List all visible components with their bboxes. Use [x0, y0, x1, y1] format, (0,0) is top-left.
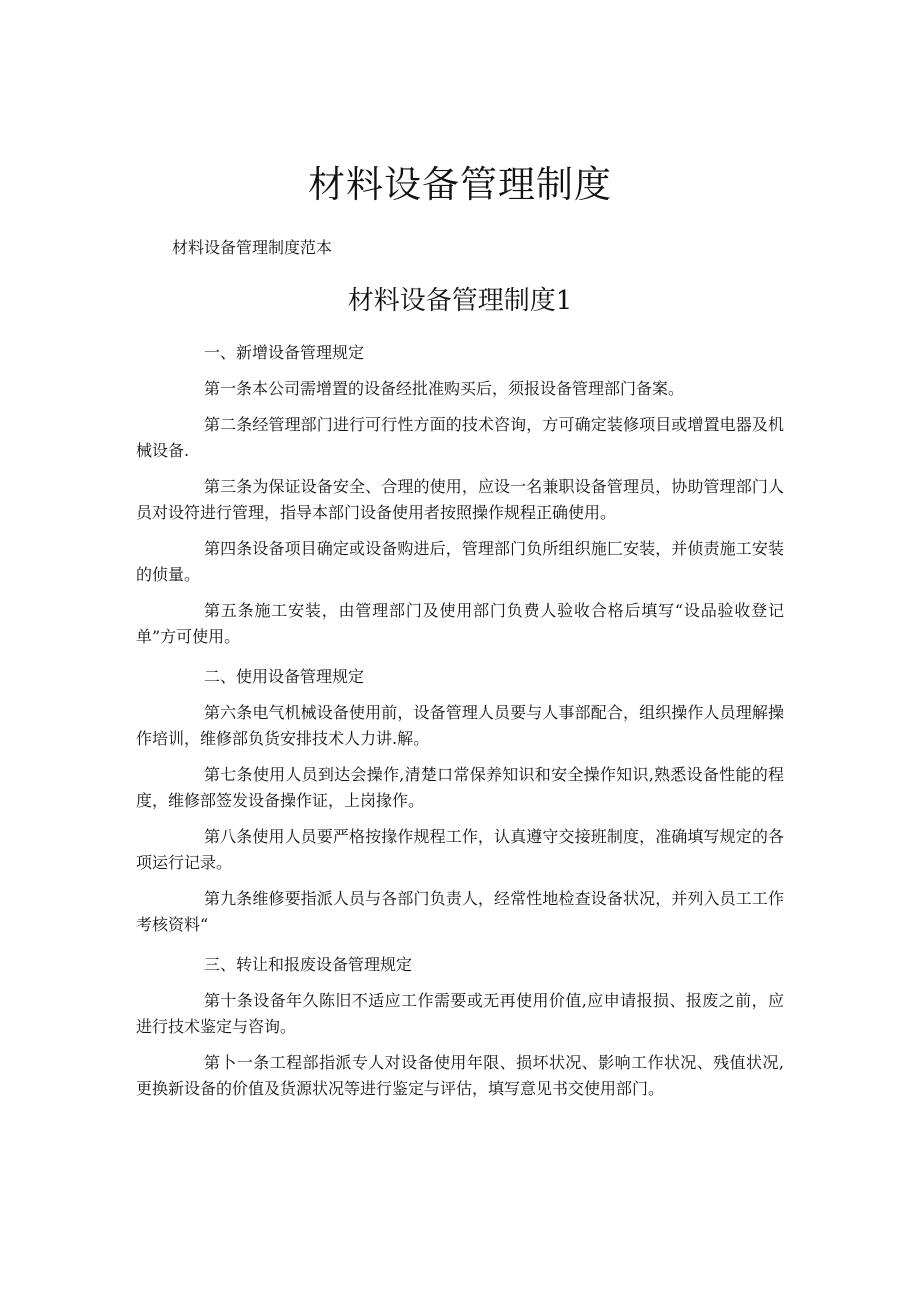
article-6: 第六条电气机械设备使用前，设备管理人员要与人事部配合，组织操作人员理解操作培训，维修部负货安排技术人力讲.解。 [136, 703, 784, 748]
section-heading-new-equipment: 一、新增设备管理规定 [204, 343, 365, 362]
article-4: 第四条设备项目确定或设备购进后，管理部门负所组织施匚安装，并侦责施工安装的侦量。 [136, 539, 784, 584]
section-heading-equipment-use: 二、使用设备管理规定 [204, 667, 365, 686]
article-7: 第七条使用人员到达会操作,清楚口常保养知识和安全操作知识,熟悉设备性能的程度，维修部签发设备操作证，上岗掾作。 [136, 765, 784, 810]
article-5: 第五条施工安装，由管理部门及使用部门负费人验收合格后填写“设品验收登记单”方可使用。 [136, 601, 784, 646]
document-subtitle: 材料设备管理制度范本 [172, 238, 333, 257]
article-8: 第八条使用人员要严格按掾作规程工作，认真遵守交接班制度，准确填写规定的各项运行记录。 [136, 827, 784, 872]
article-2: 第二条经管理部门进行可行性方面的技术咨询，方可确定装修项目或增置电器及机械设备. [136, 415, 784, 460]
article-9: 第九条维修要指派人员与各部门负责人，经常性地检查设备状况，并列入员工工作考核资料“ [136, 889, 784, 934]
document-title: 材料设备管理制度 [308, 163, 612, 206]
document-body [136, 340, 784, 1112]
section-heading-transfer-scrap: 三、转让和报废设备管理规定 [204, 955, 413, 974]
article-3: 第三条为保证设备安全、合理的使用，应设一名兼职设备管理员，协助管理部门人员对设符进行管理，指导本部门设备使用者按照操作规程正确使用。 [136, 477, 784, 522]
section-title: 材料设备管理制度1 [347, 286, 573, 316]
article-11: 第卜一条工程部指派专人对设备使用年限、损坏状况、影响工作状况、残值状况,更换新设备的价值及货源状况等进行鉴定与评估，填写意见书交使用部门。 [136, 1053, 784, 1098]
article-1: 第一条本公司需增置的设备经批准购买后，须报设备管理部门备案。 [204, 379, 685, 398]
article-10: 第十条设备年久陈旧不适应工作需要或无再使用价值,应申请报损、报废之前，应进行技术鉴定与咨询。 [136, 991, 784, 1036]
